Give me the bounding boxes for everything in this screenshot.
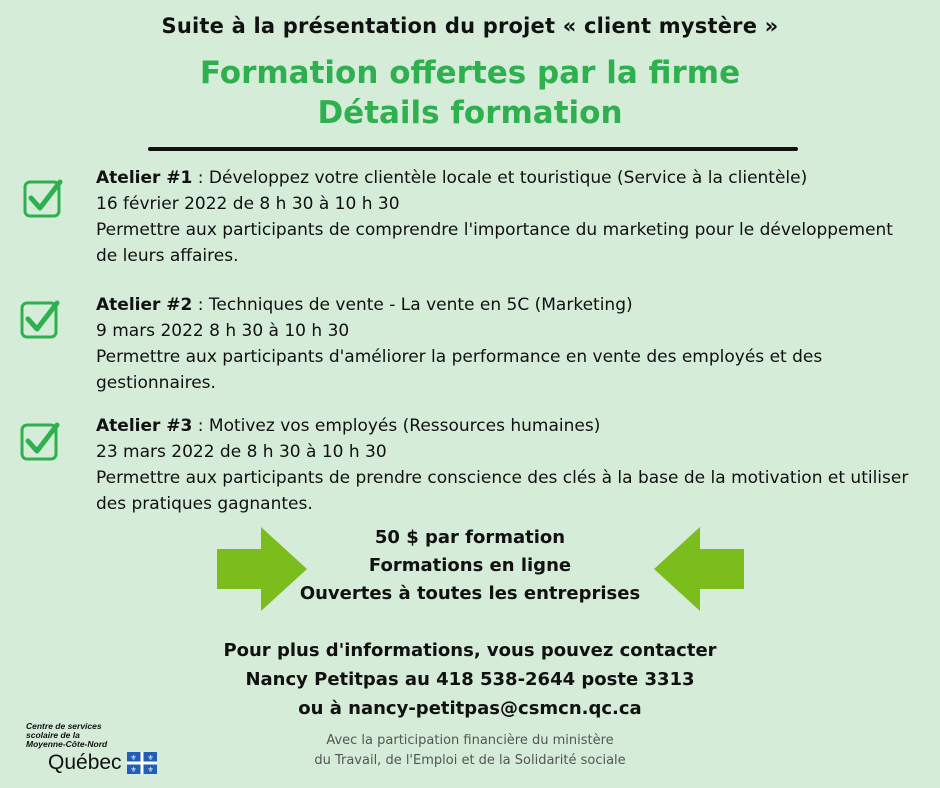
atelier-subject: : Développez votre clientèle locale et touristique (Service à la clientèle): [192, 168, 808, 188]
atelier-label: Atelier #2: [96, 295, 193, 315]
funding-line: du Travail, de l'Emploi et de la Solidarité sociale: [314, 753, 626, 768]
checkbox-check-icon: [23, 178, 63, 218]
atelier-label: Atelier #1: [96, 168, 193, 188]
contact-email[interactable]: ou à nancy-petitpas@csmcn.qc.ca: [298, 698, 642, 719]
contact-block: [170, 636, 770, 723]
csscmcn-quebec-logo: [26, 722, 186, 775]
atelier-description: Permettre aux participants d'améliorer la performance en vente des employés et des gestionnaires.: [96, 347, 823, 393]
atelier-description: Permettre aux participants de comprendre l'importance du marketing pour le développement de leurs affaires.: [96, 220, 893, 266]
logo-quebec-wordmark: Québec: [48, 751, 122, 774]
intro-heading: Suite à la présentation du projet « client mystère »: [161, 14, 779, 38]
atelier-heading: [96, 292, 916, 318]
svg-text:⚜: ⚜: [129, 766, 137, 774]
logo-org-line: scolaire de la: [26, 730, 80, 740]
contact-intro: Pour plus d'informations, vous pouvez contacter: [223, 640, 717, 661]
page-subtitle: Détails formation: [317, 95, 623, 131]
page-title: Formation offertes par la firme: [199, 55, 741, 91]
atelier-date: 23 mars 2022 de 8 h 30 à 10 h 30: [96, 442, 387, 462]
atelier-label: Atelier #3: [96, 416, 193, 436]
atelier-subject: : Techniques de vente - La vente en 5C (Marketing): [192, 295, 633, 315]
atelier-heading: [96, 165, 916, 191]
offer-price: 50 $ par formation: [374, 527, 566, 548]
checkbox-check-icon: [20, 299, 60, 339]
funding-note: [270, 731, 670, 771]
contact-phone: Nancy Petitpas au 418 538-2644 poste 3313: [245, 669, 695, 690]
atelier-1: [96, 165, 916, 269]
logo-org-line: Moyenne-Côte-Nord: [26, 739, 108, 749]
svg-text:⚜: ⚜: [146, 754, 154, 762]
atelier-date: 16 février 2022 de 8 h 30 à 10 h 30: [96, 194, 400, 214]
svg-text:⚜: ⚜: [146, 766, 154, 774]
offer-format: Formations en ligne: [368, 555, 572, 576]
atelier-date: 9 mars 2022 8 h 30 à 10 h 30: [96, 321, 350, 341]
atelier-subject: : Motivez vos employés (Ressources humaines): [192, 416, 601, 436]
funding-line: Avec la participation financière du ministère: [326, 733, 614, 748]
atelier-heading: [96, 413, 916, 439]
logo-organization: [26, 722, 186, 749]
offer-block: [270, 524, 670, 608]
offer-audience: Ouvertes à toutes les entreprises: [299, 583, 641, 604]
atelier-3: [96, 413, 916, 517]
atelier-2: [96, 292, 916, 396]
quebec-flag-icon: [127, 752, 157, 774]
divider: [148, 147, 798, 151]
atelier-description: Permettre aux participants de prendre conscience des clés à la base de la motivation et utiliser des pratiques gagnantes.: [96, 468, 909, 514]
logo-org-line: Centre de services: [26, 721, 102, 731]
checkbox-check-icon: [20, 421, 60, 461]
svg-text:⚜: ⚜: [129, 754, 137, 762]
